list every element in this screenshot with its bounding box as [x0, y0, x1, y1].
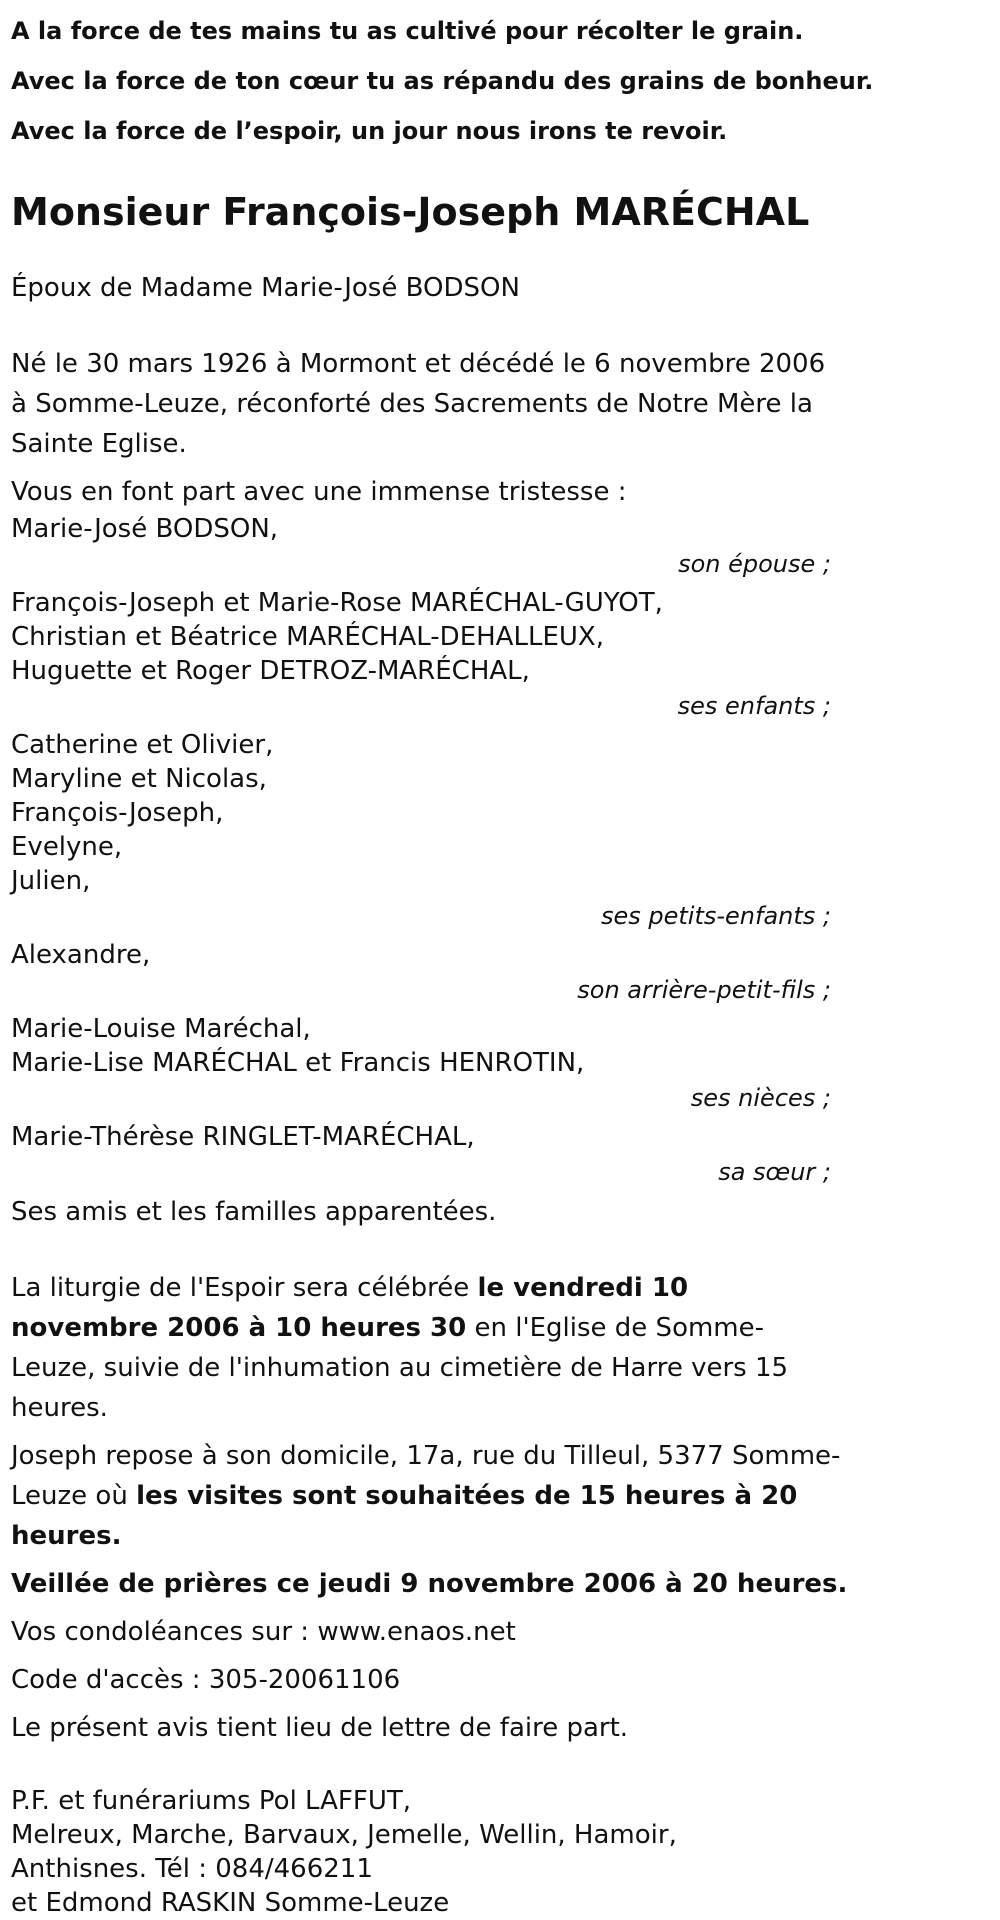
family-group-nieces: [11, 1012, 831, 1116]
family-name: Marie-Louise Maréchal,: [11, 1014, 311, 1044]
family-name: Catherine et Olivier,: [11, 730, 274, 760]
relation-label: ses enfants ;: [677, 692, 831, 720]
access-code-line: Code d'accès : 305-20061106: [11, 1665, 401, 1695]
relation-label: ses petits-enfants ;: [600, 902, 831, 930]
liturgy-date: le vendredi 10 novembre 2006 à 10 heures 30: [11, 1273, 689, 1343]
family-name: Christian et Béatrice MARÉCHAL-DEHALLEUX,: [11, 622, 604, 652]
notice-line: Le présent avis tient lieu de lettre de faire part.: [11, 1713, 629, 1743]
family-group-children: [11, 586, 831, 724]
vigil-line: Veillée de prières ce jeudi 9 novembre 2006 à 20 heures.: [11, 1569, 848, 1599]
relation-label: son épouse ;: [678, 550, 831, 578]
friends-line: Ses amis et les familles apparentées.: [11, 1197, 497, 1227]
family-name: Marie-Lise MARÉCHAL et Francis HENROTIN,: [11, 1048, 585, 1078]
birth-death-text: Né le 30 mars 1926 à Mormont et décédé le 6 novembre 2006 à Somme-Leuze, réconforté des Sacrements de Notre Mère la Sainte Eglise.: [11, 349, 826, 459]
family-name: Marie-Thérèse RINGLET-MARÉCHAL,: [11, 1122, 475, 1152]
funeral-home-line: Melreux, Marche, Barvaux, Jemelle, Wellin, Hamoir, Anthisnes. Tél : 084/466211: [11, 1820, 677, 1884]
funeral-home-line: P.F. et funérariums Pol LAFFUT,: [11, 1786, 412, 1816]
funeral-home: [11, 1784, 811, 1920]
poem-line: Avec la force de ton cœur tu as répandu des grains de bonheur.: [11, 67, 874, 95]
family-group-spouse: [11, 512, 831, 582]
obituary-page: [0, 6, 992, 1920]
relation-label: son arrière-petit-fils ;: [577, 976, 831, 1004]
liturgy-before: La liturgie de l'Espoir sera célébrée: [11, 1273, 478, 1303]
family-name: Julien,: [11, 866, 91, 896]
family-name: François-Joseph et Marie-Rose MARÉCHAL-GUYOT,: [11, 588, 663, 618]
family-name: Marie-José BODSON,: [11, 514, 279, 544]
family-name: Maryline et Nicolas,: [11, 764, 267, 794]
poem-line: A la force de tes mains tu as cultivé pour récolter le grain.: [11, 17, 804, 45]
announce-intro: Vous en font part avec une immense tristesse :: [11, 477, 627, 507]
family-group-great-grandson: [11, 938, 831, 1008]
rest-text: [11, 1436, 841, 1556]
condolences-line: Vos condoléances sur : www.enaos.net: [11, 1617, 516, 1647]
poem: [11, 6, 992, 156]
liturgy-after: en l'Eglise de Somme-Leuze, suivie de l'inhumation au cimetière de Harre vers 15 heures.: [11, 1313, 789, 1423]
spouse-line: Époux de Madame Marie-José BODSON: [11, 273, 520, 303]
family-name: Evelyne,: [11, 832, 123, 862]
rest-before: Joseph repose à son domicile, 17a, rue du Tilleul, 5377 Somme-Leuze où: [11, 1441, 841, 1511]
family-name: Huguette et Roger DETROZ-MARÉCHAL,: [11, 656, 530, 686]
deceased-name: Monsieur François-Joseph MARÉCHAL: [11, 190, 810, 234]
relation-label: ses nièces ;: [690, 1084, 831, 1112]
family-group-sister: [11, 1120, 831, 1190]
family-name: Alexandre,: [11, 940, 151, 970]
liturgy-text: [11, 1268, 841, 1428]
family-group-grandchildren: [11, 728, 831, 934]
relation-label: sa sœur ;: [718, 1158, 831, 1186]
family-name: François-Joseph,: [11, 798, 224, 828]
visits-hours: les visites sont souhaitées de 15 heures à 20 heures.: [11, 1481, 798, 1551]
funeral-home-line: et Edmond RASKIN Somme-Leuze: [11, 1888, 450, 1918]
poem-line: Avec la force de l’espoir, un jour nous irons te revoir.: [11, 117, 728, 145]
